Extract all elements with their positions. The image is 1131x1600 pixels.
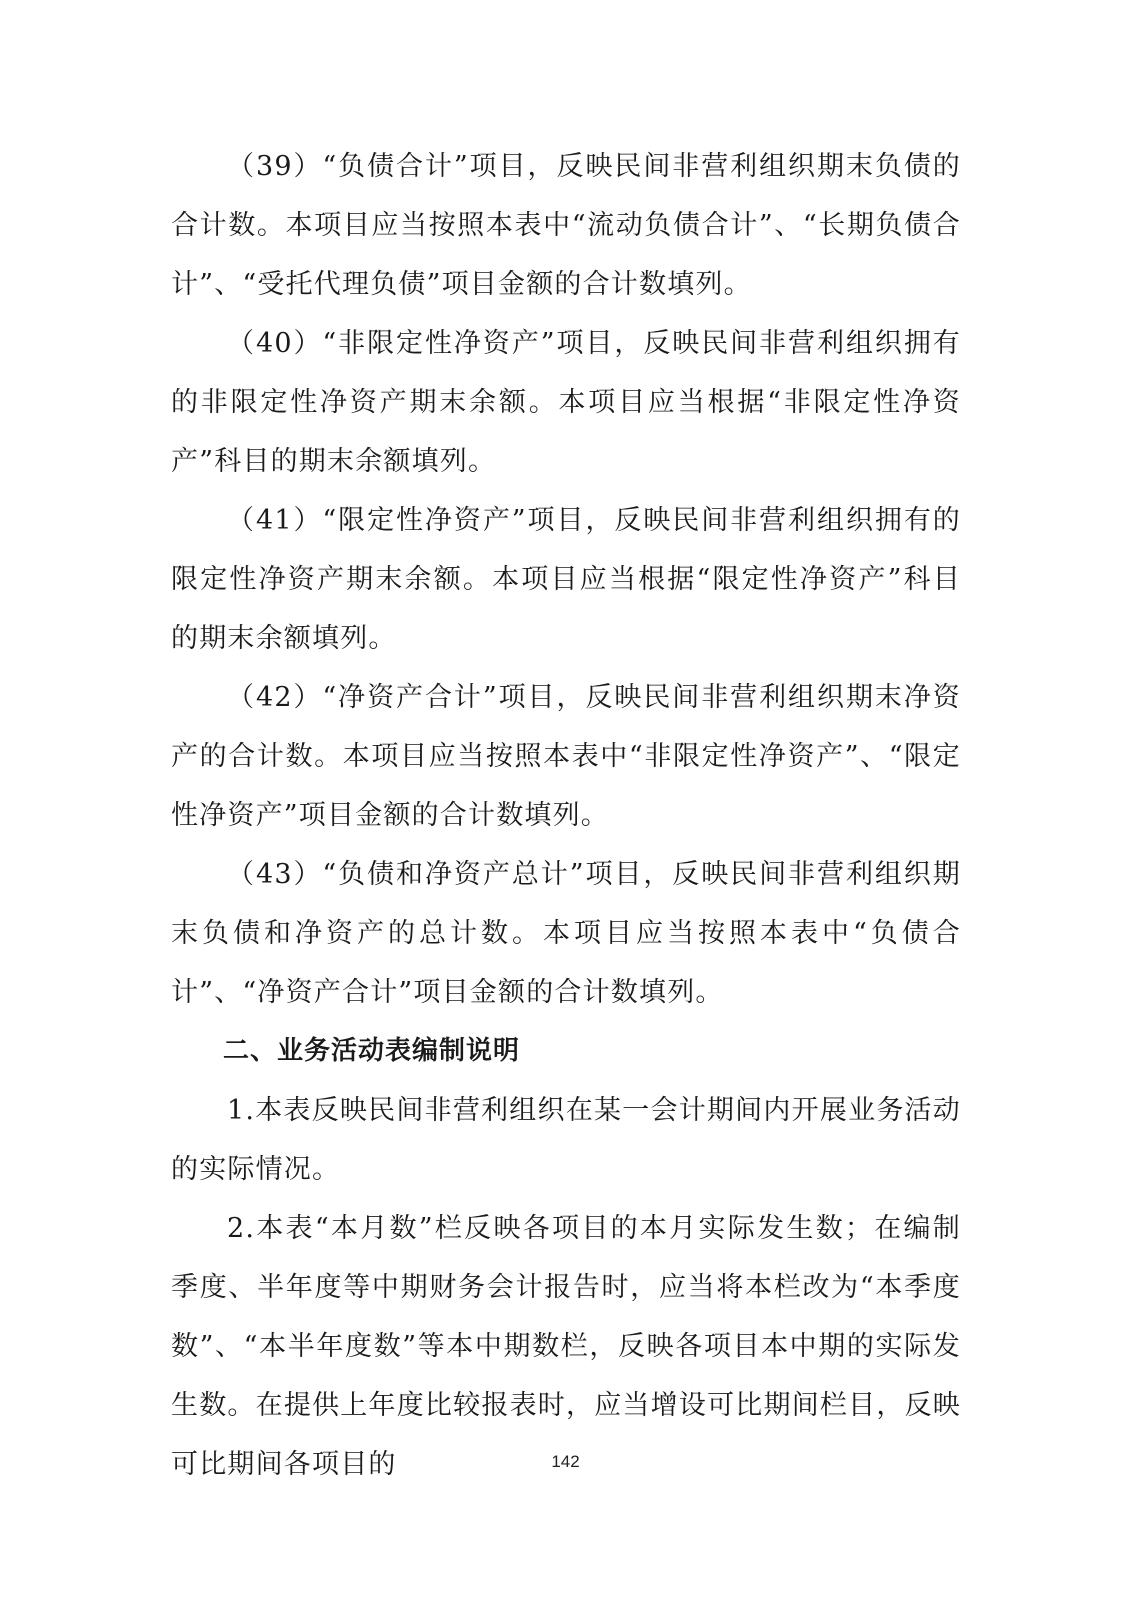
paragraph-40: （40）“非限定性净资产”项目，反映民间非营利组织拥有的非限定性净资产期末余额。本项目应当根据“非限定性净资产”科目的期末余额填列。 (171, 328, 961, 477)
section-heading: 二、业务活动表编制说明 (223, 1036, 521, 1066)
section-paragraph-1: 1.本表反映民间非营利组织在某一会计期间内开展业务活动的实际情况。 (171, 1095, 961, 1185)
paragraph-41: （41）“限定性净资产”项目，反映民间非营利组织拥有的限定性净资产期末余额。本项目应当根据“限定性净资产”科目的期末余额填列。 (171, 505, 961, 654)
paragraph-39: （39）“负债合计”项目，反映民间非营利组织期末负债的合计数。本项目应当按照本表中“流动负债合计”、“长期负债合计”、“受托代理负债”项目金额的合计数填列。 (171, 151, 961, 300)
section-paragraph-2: 2.本表“本月数”栏反映各项目的本月实际发生数；在编制季度、半年度等中期财务会计报告时，应当将本栏改为“本季度数”、“本半年度数”等本中期数栏，反映各项目本中期的实际发生数。在提供上年度比较报表时，应当增设可比期间栏目，反映可比期间各项目的 (171, 1213, 961, 1480)
paragraph-43: （43）“负债和净资产总计”项目，反映民间非营利组织期末负债和净资产的总计数。本项目应当按照本表中“负债合计”、“净资产合计”项目金额的合计数填列。 (171, 859, 961, 1008)
page-body (171, 137, 961, 1494)
paragraph-42: （42）“净资产合计”项目，反映民间非营利组织期末净资产的合计数。本项目应当按照本表中“非限定性净资产”、“限定性净资产”项目金额的合计数填列。 (171, 682, 961, 831)
page-number: 142 (551, 1452, 580, 1471)
